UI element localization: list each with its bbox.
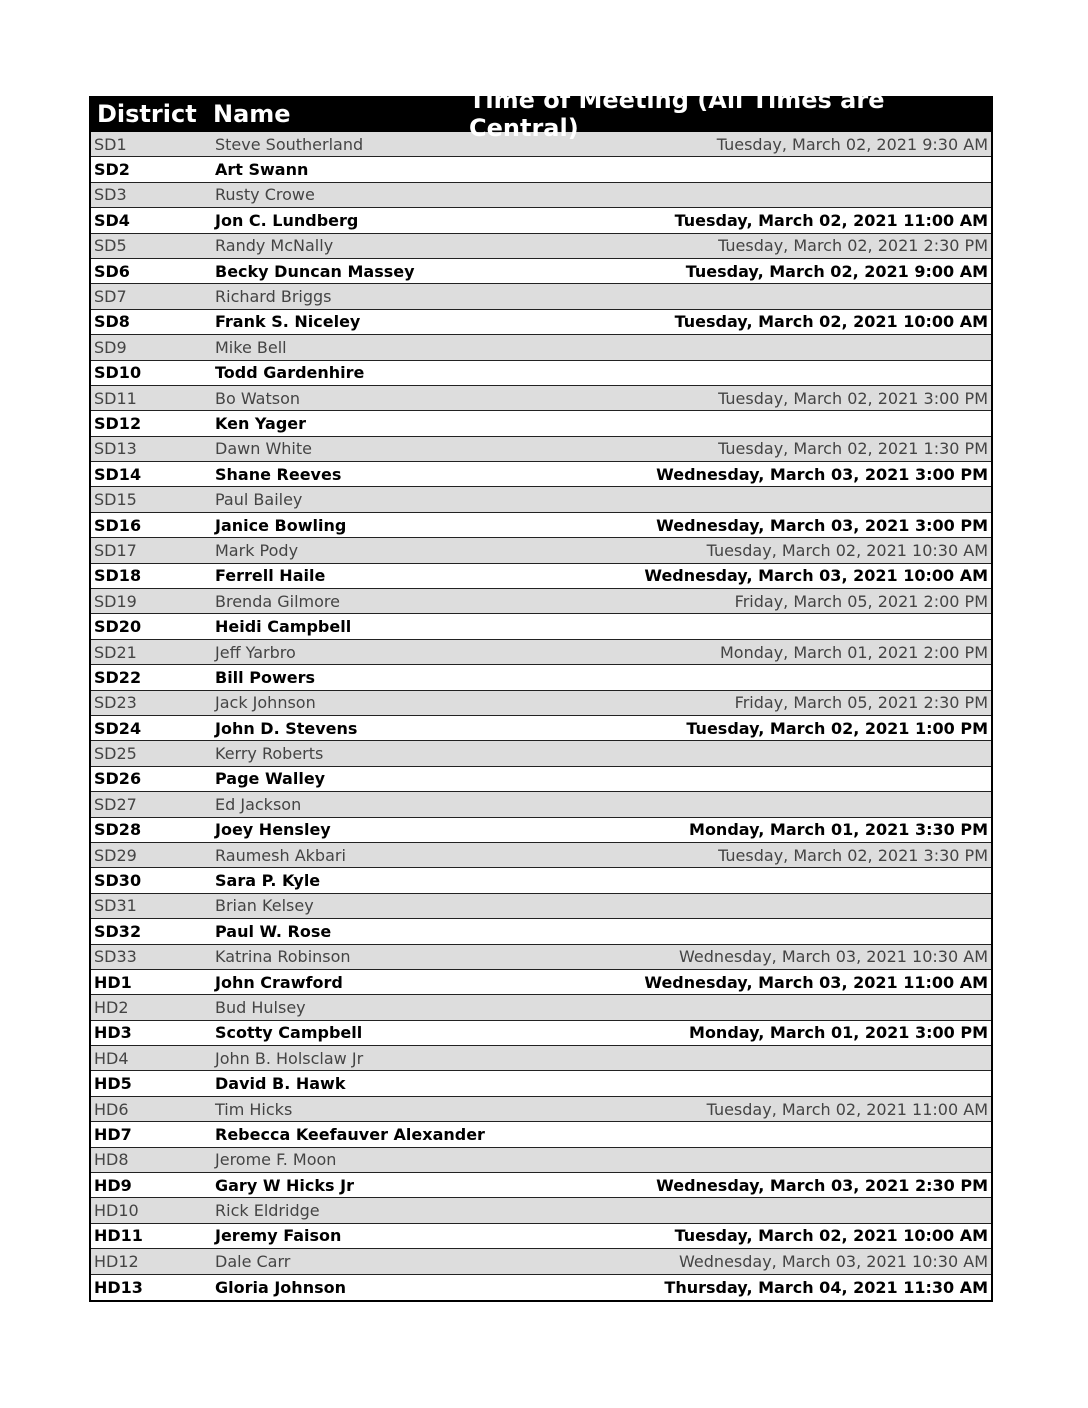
name-cell: Raumesh Akbari (215, 845, 346, 865)
meeting-time-cell: Tuesday, March 02, 2021 11:00 AM (706, 1099, 988, 1119)
meeting-time-cell: Tuesday, March 02, 2021 1:30 PM (718, 439, 988, 459)
name-cell: Rick Eldridge (215, 1201, 320, 1221)
meeting-time-cell: Wednesday, March 03, 2021 11:00 AM (644, 972, 988, 992)
district-cell: SD18 (94, 566, 142, 586)
district-cell: SD32 (94, 921, 142, 941)
meeting-time-cell: Tuesday, March 02, 2021 10:30 AM (706, 540, 988, 560)
name-cell: Todd Gardenhire (215, 363, 365, 383)
name-cell: Janice Bowling (215, 515, 347, 535)
table-header (89, 86, 993, 142)
table-row (91, 157, 991, 182)
meeting-time-cell: Tuesday, March 02, 2021 1:00 PM (686, 718, 988, 738)
district-cell: SD9 (94, 337, 127, 357)
meeting-time-cell: Tuesday, March 02, 2021 3:30 PM (718, 845, 988, 865)
table-row (91, 310, 991, 335)
name-cell: Randy McNally (215, 236, 334, 256)
meeting-time-cell: Tuesday, March 02, 2021 9:30 AM (716, 134, 988, 154)
name-cell: Scotty Campbell (215, 1023, 363, 1043)
district-cell: HD12 (94, 1251, 139, 1271)
meeting-time-cell: Tuesday, March 02, 2021 9:00 AM (685, 261, 988, 281)
district-cell: SD16 (94, 515, 142, 535)
district-cell: SD11 (94, 388, 137, 408)
table-row (91, 411, 991, 436)
district-cell: SD10 (94, 363, 142, 383)
table-row (91, 132, 991, 157)
name-cell: Jeff Yarbro (215, 642, 296, 662)
header-time-of-meeting: Time of Meeting (All Times are Central) (469, 86, 885, 142)
table-row (91, 741, 991, 766)
meeting-time-cell: Tuesday, March 02, 2021 10:00 AM (674, 1226, 988, 1246)
name-cell: Rusty Crowe (215, 185, 315, 205)
meeting-time-cell: Tuesday, March 02, 2021 3:00 PM (718, 388, 988, 408)
name-cell: John B. Holsclaw Jr (215, 1048, 364, 1068)
district-cell: HD1 (94, 972, 132, 992)
district-cell: HD13 (94, 1277, 143, 1297)
district-cell: SD4 (94, 210, 130, 230)
table-row (91, 208, 991, 233)
header-name: Name (213, 100, 291, 128)
table-row (91, 868, 991, 893)
name-cell: Joey Hensley (215, 820, 331, 840)
table-row (91, 234, 991, 259)
district-cell: HD10 (94, 1201, 139, 1221)
name-cell: Katrina Robinson (215, 947, 351, 967)
table-row (91, 767, 991, 792)
name-cell: Ed Jackson (215, 794, 302, 814)
name-cell: Becky Duncan Massey (215, 261, 415, 281)
district-cell: SD29 (94, 845, 137, 865)
name-cell: Art Swann (215, 160, 309, 180)
meeting-time-cell: Tuesday, March 02, 2021 2:30 PM (718, 236, 988, 256)
name-cell: Paul W. Rose (215, 921, 332, 941)
table-row (91, 513, 991, 538)
name-cell: Richard Briggs (215, 287, 332, 307)
name-cell: John Crawford (215, 972, 343, 992)
district-cell: SD6 (94, 261, 130, 281)
meeting-time-cell: Monday, March 01, 2021 3:30 PM (689, 820, 988, 840)
table-row (91, 1224, 991, 1249)
table-body (89, 132, 993, 1302)
district-cell: SD33 (94, 947, 137, 967)
name-cell: Brian Kelsey (215, 896, 314, 916)
name-cell: Bud Hulsey (215, 997, 306, 1017)
table-row (91, 284, 991, 309)
table-row (91, 1148, 991, 1173)
name-cell: Heidi Campbell (215, 617, 352, 637)
table-row (91, 1071, 991, 1096)
name-cell: Rebecca Keefauver Alexander (215, 1124, 485, 1144)
name-cell: Jerome F. Moon (215, 1150, 337, 1170)
name-cell: John D. Stevens (215, 718, 358, 738)
table-row (91, 1249, 991, 1274)
district-cell: HD4 (94, 1048, 129, 1068)
table-row (91, 792, 991, 817)
table-row (91, 1046, 991, 1071)
district-cell: HD2 (94, 997, 129, 1017)
table-row (91, 665, 991, 690)
district-cell: SD13 (94, 439, 137, 459)
name-cell: Ferrell Haile (215, 566, 326, 586)
name-cell: Tim Hicks (215, 1099, 293, 1119)
district-cell: SD8 (94, 312, 130, 332)
table-row (91, 538, 991, 563)
district-cell: HD3 (94, 1023, 132, 1043)
table-row (91, 1198, 991, 1223)
district-cell: SD30 (94, 871, 142, 891)
table-row (91, 1097, 991, 1122)
name-cell: Dawn White (215, 439, 312, 459)
district-cell: SD3 (94, 185, 127, 205)
district-cell: SD24 (94, 718, 142, 738)
name-cell: Sara P. Kyle (215, 871, 321, 891)
table-row (91, 1021, 991, 1046)
table-row (91, 589, 991, 614)
district-cell: SD2 (94, 160, 130, 180)
district-cell: HD9 (94, 1175, 132, 1195)
table-row (91, 259, 991, 284)
district-cell: SD23 (94, 693, 137, 713)
name-cell: Ken Yager (215, 413, 307, 433)
table-row (91, 716, 991, 741)
table-row (91, 614, 991, 639)
table-row (91, 361, 991, 386)
meeting-time-cell: Tuesday, March 02, 2021 11:00 AM (674, 210, 988, 230)
district-cell: HD6 (94, 1099, 129, 1119)
name-cell: Dale Carr (215, 1251, 291, 1271)
table-row (91, 919, 991, 944)
table-row (91, 970, 991, 995)
name-cell: Shane Reeves (215, 464, 342, 484)
table-row (91, 386, 991, 411)
district-cell: SD25 (94, 744, 137, 764)
name-cell: Jeremy Faison (215, 1226, 342, 1246)
meeting-time-cell: Wednesday, March 03, 2021 10:00 AM (644, 566, 988, 586)
table-row (91, 462, 991, 487)
meeting-time-cell: Friday, March 05, 2021 2:30 PM (734, 693, 988, 713)
table-row (91, 335, 991, 360)
name-cell: David B. Hawk (215, 1074, 346, 1094)
table-row (91, 818, 991, 843)
district-cell: HD7 (94, 1124, 132, 1144)
name-cell: Brenda Gilmore (215, 591, 340, 611)
table-row (91, 691, 991, 716)
meeting-time-cell: Wednesday, March 03, 2021 2:30 PM (656, 1175, 988, 1195)
meeting-schedule-table (89, 86, 993, 1302)
table-row (91, 1122, 991, 1147)
table-row (91, 437, 991, 462)
table-row (91, 995, 991, 1020)
table-row (91, 894, 991, 919)
table-row (91, 487, 991, 512)
district-cell: HD5 (94, 1074, 132, 1094)
district-cell: HD11 (94, 1226, 143, 1246)
name-cell: Mark Pody (215, 540, 299, 560)
name-cell: Page Walley (215, 769, 326, 789)
meeting-time-cell: Wednesday, March 03, 2021 3:00 PM (656, 515, 988, 535)
district-cell: SD19 (94, 591, 137, 611)
name-cell: Gloria Johnson (215, 1277, 346, 1297)
meeting-time-cell: Monday, March 01, 2021 2:00 PM (720, 642, 988, 662)
name-cell: Paul Bailey (215, 490, 303, 510)
meeting-time-cell: Wednesday, March 03, 2021 3:00 PM (656, 464, 988, 484)
district-cell: HD8 (94, 1150, 129, 1170)
name-cell: Frank S. Niceley (215, 312, 361, 332)
table-row (91, 1275, 991, 1300)
table-row (91, 564, 991, 589)
district-cell: SD17 (94, 540, 137, 560)
district-cell: SD5 (94, 236, 127, 256)
district-cell: SD12 (94, 413, 142, 433)
meeting-time-cell: Friday, March 05, 2021 2:00 PM (734, 591, 988, 611)
table-row (91, 183, 991, 208)
meeting-time-cell: Wednesday, March 03, 2021 10:30 AM (679, 1251, 988, 1271)
district-cell: SD20 (94, 617, 142, 637)
meeting-time-cell: Monday, March 01, 2021 3:00 PM (689, 1023, 988, 1043)
meeting-time-cell: Tuesday, March 02, 2021 10:00 AM (674, 312, 988, 332)
table-row (91, 640, 991, 665)
header-district: District (97, 100, 197, 128)
table-row (91, 945, 991, 970)
name-cell: Bo Watson (215, 388, 300, 408)
name-cell: Jack Johnson (215, 693, 316, 713)
name-cell: Steve Southerland (215, 134, 364, 154)
district-cell: SD28 (94, 820, 142, 840)
district-cell: SD7 (94, 287, 127, 307)
table-row (91, 843, 991, 868)
name-cell: Kerry Roberts (215, 744, 324, 764)
district-cell: SD1 (94, 134, 127, 154)
meeting-time-cell: Thursday, March 04, 2021 11:30 AM (664, 1277, 988, 1297)
district-cell: SD31 (94, 896, 137, 916)
table-row (91, 1173, 991, 1198)
district-cell: SD27 (94, 794, 137, 814)
district-cell: SD15 (94, 490, 137, 510)
district-cell: SD14 (94, 464, 142, 484)
name-cell: Mike Bell (215, 337, 287, 357)
district-cell: SD21 (94, 642, 137, 662)
name-cell: Bill Powers (215, 667, 315, 687)
name-cell: Jon C. Lundberg (215, 210, 359, 230)
name-cell: Gary W Hicks Jr (215, 1175, 354, 1195)
meeting-time-cell: Wednesday, March 03, 2021 10:30 AM (679, 947, 988, 967)
district-cell: SD26 (94, 769, 142, 789)
district-cell: SD22 (94, 667, 142, 687)
